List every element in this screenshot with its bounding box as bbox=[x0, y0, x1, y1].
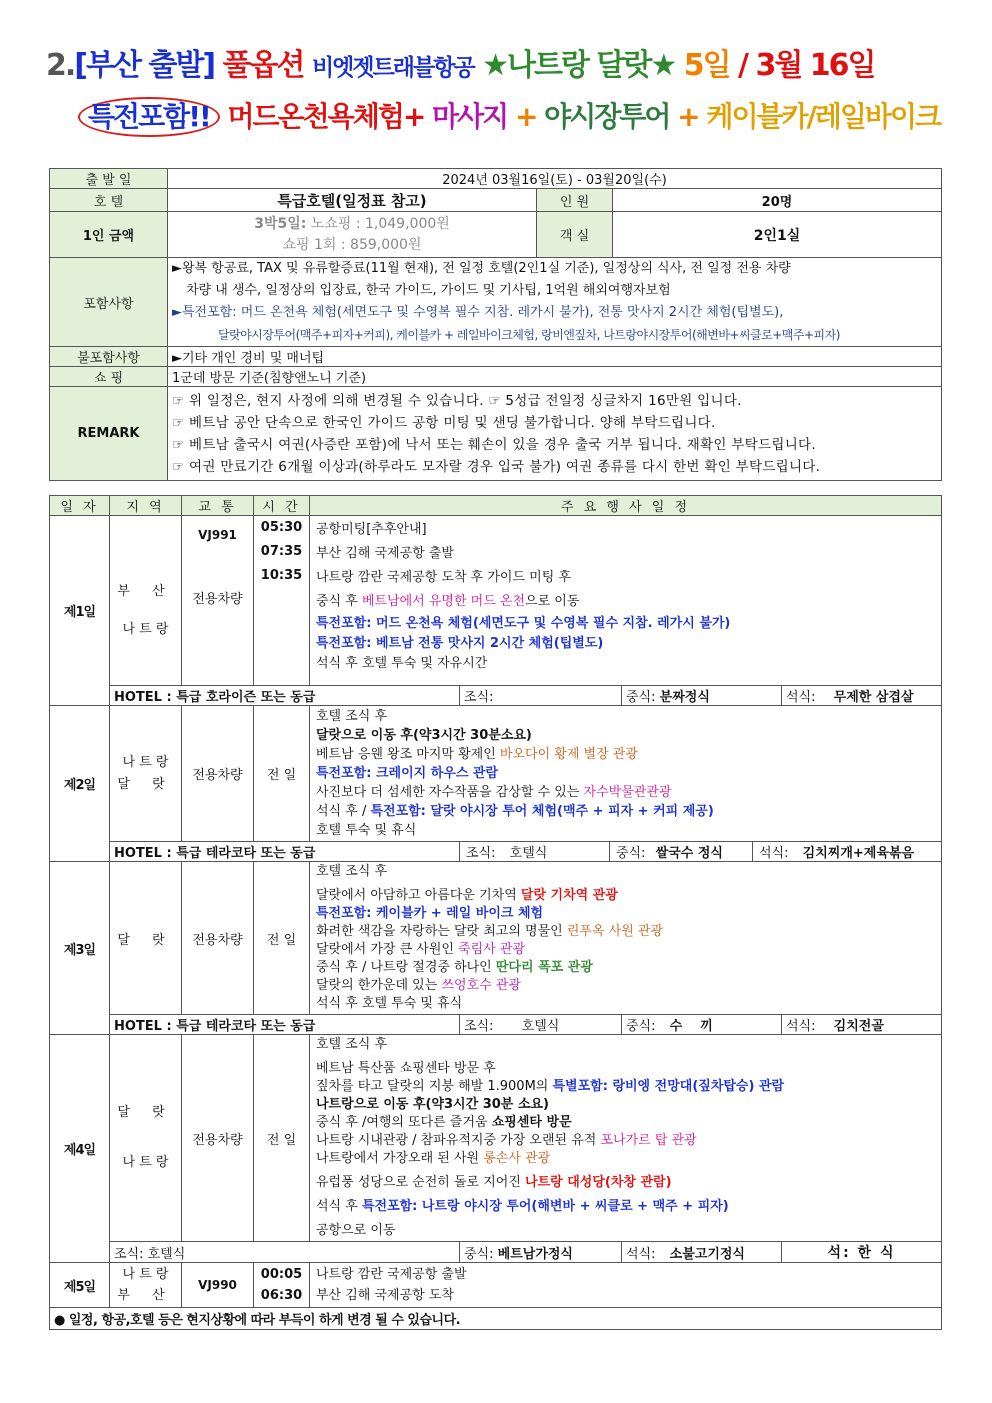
day-2-lunch: 중식: 쌀국수 정식 bbox=[610, 842, 753, 861]
activity: 특전포함: 머드 온천욕 체험(세면도구 및 수영복 필수 지참. 레가시 불가) bbox=[316, 616, 731, 631]
activity: 나트랑 깜란 국제공항 출발 bbox=[316, 1267, 467, 1282]
header-region: 지 역 bbox=[110, 496, 182, 516]
price-shopping: 쇼핑 1회 : 859,000원 bbox=[282, 236, 422, 253]
activity: 나트랑 시내관광 / 참파유적지중 가장 오랜된 유적 포나가르 탑 관광 bbox=[316, 1133, 697, 1148]
day-5-region bbox=[110, 1263, 182, 1308]
day-2-breakfast: 조식: 호텔식 bbox=[460, 842, 610, 861]
region-nhatrang: 나 트 랑 bbox=[122, 1267, 169, 1282]
plus-1: + bbox=[402, 100, 425, 133]
activity: 석식 후 / 특전포함: 달랏 야시장 투어 체험(맥주 + 피자 + 커피 제공) bbox=[316, 804, 714, 819]
activity: 베트남 응웬 왕조 마지막 황제인 바오다이 황제 별장 관광 bbox=[316, 747, 638, 762]
activity: 짚차를 타고 달랏의 지붕 해발 1.900M의 특별포함: 랑비엥 전망대(짚차탑승) 관람 bbox=[316, 1079, 785, 1094]
activity: 호텔 조식 후 bbox=[316, 709, 388, 724]
info-table bbox=[49, 168, 942, 481]
room-value: 2인1실 bbox=[613, 212, 942, 258]
day-5-label: 제5일 bbox=[50, 1263, 110, 1308]
day-1-times bbox=[254, 516, 310, 686]
special-item-cablecar: 케이블카/레일바이크 bbox=[706, 100, 941, 133]
title-sep: / bbox=[729, 48, 756, 83]
region-busan: 부 산 bbox=[117, 583, 174, 599]
time: 06:30 bbox=[260, 1288, 303, 1303]
activity: 석식 후 호텔 투숙 및 자유시간 bbox=[316, 656, 488, 671]
header-date: 일 자 bbox=[50, 496, 110, 516]
included-line: ►왕복 항공료, TAX 및 유류할증료(11월 현재), 전 일정 호텔(2인1실 기준), 일정상의 식사, 전 일정 전용 차량 bbox=[172, 261, 791, 276]
time: 00:05 bbox=[260, 1267, 303, 1282]
day-3-transport: 전용차량 bbox=[182, 862, 254, 1015]
header-time: 시 간 bbox=[254, 496, 310, 516]
activity: 특전포함: 크레이지 하우스 관람 bbox=[316, 766, 499, 781]
day-4-region bbox=[110, 1035, 182, 1242]
header-transport: 교 통 bbox=[182, 496, 254, 516]
day-2-activities bbox=[310, 706, 942, 842]
special-badge: 특전포함!! bbox=[78, 97, 220, 137]
activity: 유럽풍 성당으로 순전히 돌로 지어진 나트랑 대성당(차창 관람) bbox=[316, 1175, 672, 1190]
region-nhatrang: 나 트 랑 bbox=[122, 754, 169, 770]
region-nhatrang: 나 트 랑 bbox=[122, 1155, 169, 1170]
flight-vj991: VJ991 bbox=[198, 528, 237, 542]
day-3-dinner: 석식: 김치전골 bbox=[782, 1015, 942, 1035]
time: 07:35 bbox=[260, 544, 303, 559]
remark-line: ☞ 위 일정은, 현지 사정에 의해 변경될 수 있습니다. ☞ 5성급 전일정 싱글차지 16만원 입니다. bbox=[172, 392, 742, 409]
footer-note: ● 일정, 항공,호텔 등은 현지상황에 따라 부득이 하게 변경 될 수 있습니다. bbox=[50, 1308, 942, 1330]
day-3-hotel: HOTEL : 특급 테라코타 또는 동급 bbox=[110, 1015, 460, 1035]
region-dalat: 달 랏 bbox=[117, 776, 174, 792]
price-noshopping: 노쇼핑 : 1,049,000원 bbox=[310, 215, 450, 232]
day-4-transport: 전용차량 bbox=[182, 1035, 254, 1242]
people-value: 20명 bbox=[613, 189, 942, 212]
shopping-label: 쇼 핑 bbox=[50, 367, 168, 387]
day-2-transport: 전용차량 bbox=[182, 706, 254, 842]
price-value bbox=[168, 212, 537, 258]
hotel-label: 호 텔 bbox=[50, 189, 168, 212]
day-2-hotel: HOTEL : 특급 테라코타 또는 동급 bbox=[110, 842, 460, 862]
day-4-extra-meal: 석: 한 식 bbox=[782, 1242, 942, 1263]
activity: 달랏으로 이동 후(약3시간 30분소요) bbox=[316, 728, 532, 743]
activity: 나트랑에서 가장오래 된 사원 롱손사 관광 bbox=[316, 1151, 551, 1166]
activity: 달랏에서 아담하고 아름다운 기차역 달랏 기차역 관광 bbox=[316, 888, 618, 903]
people-label: 인 원 bbox=[537, 189, 613, 212]
day-2-time: 전 일 bbox=[254, 706, 310, 842]
remark-line: ☞ 베트남 공안 단속으로 한국인 가이드 공항 미팅 및 샌딩 불가합니다. 양해 부탁드립니다. bbox=[172, 414, 716, 431]
activity: 석식 후 특전포함: 나트랑 야시장 투어(해변바 + 씨클로 + 맥주 + 피자) bbox=[316, 1199, 729, 1214]
remark-value bbox=[168, 387, 942, 481]
day-3-lunch: 중식: 수 끼 bbox=[622, 1015, 782, 1035]
time: 05:30 bbox=[260, 520, 303, 535]
activity: 부산 김해 국제공항 도착 bbox=[316, 1288, 454, 1303]
plus-2: + bbox=[514, 100, 537, 133]
included-label: 포함사항 bbox=[50, 258, 168, 347]
title-days: 5일 bbox=[683, 48, 730, 83]
title-date: 3월 16일 bbox=[755, 48, 875, 83]
activity: 베트남 특산품 쇼핑센타 방문 후 bbox=[316, 1061, 496, 1076]
activity: 호텔 투숙 및 휴식 bbox=[316, 823, 417, 838]
day-2-meals bbox=[460, 842, 942, 862]
day-1-activities bbox=[310, 516, 942, 686]
day-2-dinner: 석식: 김치찌개+제육볶음 bbox=[759, 846, 914, 861]
title-prefix: 2. bbox=[46, 48, 75, 83]
activity: 부산 김해 국제공항 출발 bbox=[316, 546, 454, 561]
included-value bbox=[168, 258, 942, 347]
excluded-label: 불포함사항 bbox=[50, 347, 168, 367]
shopping-value: 1군데 방문 기준(침향앤노니 기준) bbox=[168, 367, 942, 387]
header-itinerary: 주 요 행 사 일 정 bbox=[310, 496, 942, 516]
day-5-activities bbox=[310, 1263, 942, 1308]
day-1-label: 제1일 bbox=[50, 516, 110, 706]
included-line: ►특전포함: 머드 온천욕 체험(세면도구 및 수영복 필수 지참. 레가시 불가), 전통 맛사지 2시간 체험(팁별도), bbox=[172, 305, 784, 320]
special-item-mud: 머드온천욕체험 bbox=[227, 100, 403, 133]
title-departure: [부산 출발] bbox=[74, 48, 215, 83]
depart-label: 출 발 일 bbox=[50, 169, 168, 189]
excluded-value: ►기타 개인 경비 및 매너팁 bbox=[168, 347, 942, 367]
price-plan: 3박5일: bbox=[254, 215, 307, 232]
title-airline: 비엣젯트래블항공 bbox=[311, 55, 474, 81]
day-1-lunch: 중식: 분짜정식 bbox=[622, 686, 782, 706]
day-4-dinner: 석식: 소불고기정식 bbox=[622, 1242, 782, 1263]
activity: 공항미팅[추후안내] bbox=[316, 522, 427, 537]
day-1-region bbox=[110, 516, 182, 686]
activity: 사진보다 더 섬세한 자수작품을 감상할 수 있는 자수박물관관광 bbox=[316, 785, 672, 800]
day-4-activities bbox=[310, 1035, 942, 1242]
activity: 석식 후 호텔 투숙 및 휴식 bbox=[316, 996, 463, 1011]
day-4-breakfast: 조식: 호텔식 bbox=[110, 1242, 460, 1263]
title-fulloption: 풀옵션 bbox=[222, 48, 304, 83]
day-3-activities bbox=[310, 862, 942, 1015]
room-label: 객 실 bbox=[537, 212, 613, 258]
activity: 중식 후 베트남에서 유명한 머드 온천으로 이동 bbox=[316, 594, 580, 609]
activity: 중식 후 / 나트랑 절경중 하나인 딴다리 폭포 관광 bbox=[316, 960, 593, 975]
schedule-table bbox=[49, 495, 942, 1330]
included-line: 달랏야시장투어(맥주+피자+커피), 케이블카 + 레일바이크체험, 랑비엔짚차, 나트랑야시장투어(해변바+씨클로+맥주+피자) bbox=[218, 328, 840, 342]
day-3-time: 전 일 bbox=[254, 862, 310, 1015]
day-4-label: 제4일 bbox=[50, 1035, 110, 1263]
remark-line: ☞ 여권 만료기간 6개월 이상과(하루라도 모자랄 경우 입국 불가) 여권 종류를 다시 한번 확인 부탁드립니다. bbox=[172, 458, 821, 475]
day-3-region: 달 랏 bbox=[110, 862, 182, 1015]
activity: 달랏의 한가운데 있는 쓰엉호수 관광 bbox=[316, 978, 521, 993]
activity: 호텔 조식 후 bbox=[316, 864, 388, 879]
title-line-2 bbox=[78, 94, 940, 140]
remark-line: ☞ 베트남 출국시 여권(사증란 포함)에 낙서 또는 훼손이 있을 경우 출국 거부 됩니다. 재확인 부탁드립니다. bbox=[172, 436, 816, 453]
day-1-dinner: 석식: 무제한 삼겹살 bbox=[782, 686, 942, 706]
flight-vj990: VJ990 bbox=[182, 1263, 254, 1308]
included-line: 차량 내 생수, 일정상의 입장료, 한국 가이드, 가이드 및 기사팁, 1억원 해외여행자보험 bbox=[186, 283, 671, 298]
day-4-lunch: 중식: 베트남가정식 bbox=[460, 1242, 622, 1263]
plus-3: + bbox=[677, 100, 699, 133]
activity: 호텔 조식 후 bbox=[316, 1037, 388, 1052]
activity: 중식 후 /여행의 또다른 즐거움 쇼핑센타 방문 bbox=[316, 1115, 572, 1130]
activity: 공항으로 이동 bbox=[316, 1223, 396, 1238]
region-busan: 부 산 bbox=[117, 1288, 174, 1303]
activity: 특전포함: 케이블카 + 레일 바이크 체험 bbox=[316, 906, 544, 921]
day-2-region bbox=[110, 706, 182, 842]
day-1-hotel: HOTEL : 특급 호라이즌 또는 동급 bbox=[110, 686, 460, 706]
day-5-times bbox=[254, 1263, 310, 1308]
depart-value: 2024년 03월16일(토) - 03월20일(수) bbox=[168, 169, 942, 189]
remark-label: REMARK bbox=[50, 387, 168, 481]
hotel-value: 특급호텔(일정표 참고) bbox=[168, 189, 537, 212]
activity: 나트랑 깜란 국제공항 도착 후 가이드 미팅 후 bbox=[316, 570, 571, 585]
activity: 화려한 색감을 자랑하는 달랏 최고의 명물인 린푸옥 사원 관광 bbox=[316, 924, 664, 939]
day-3-breakfast: 조식: 호텔식 bbox=[460, 1015, 622, 1035]
day-1-breakfast: 조식: bbox=[460, 686, 622, 706]
day-1-transport bbox=[182, 516, 254, 686]
special-item-nightmarket: 야시장투어 bbox=[544, 100, 670, 133]
title-destination: ★나트랑 달랏★ bbox=[482, 48, 676, 83]
region-nhatrang: 나 트 랑 bbox=[122, 621, 169, 637]
title-line-1 bbox=[46, 40, 874, 94]
activity: 나트랑으로 이동 후(약3시간 30분 소요) bbox=[316, 1097, 549, 1112]
day-4-time: 전 일 bbox=[254, 1035, 310, 1242]
time: 10:35 bbox=[260, 568, 303, 583]
activity: 특전포함: 베트남 전통 맛사지 2시간 체험(팁별도) bbox=[316, 636, 604, 651]
vehicle: 전용차량 bbox=[192, 592, 243, 607]
special-item-massage: 마사지 bbox=[432, 100, 508, 133]
price-label: 1인 금액 bbox=[50, 212, 168, 258]
region-dalat: 달 랏 bbox=[117, 1105, 174, 1120]
activity: 달랏에서 가장 큰 사원인 죽림사 관광 bbox=[316, 942, 526, 957]
day-3-label: 제3일 bbox=[50, 862, 110, 1035]
day-2-label: 제2일 bbox=[50, 706, 110, 862]
